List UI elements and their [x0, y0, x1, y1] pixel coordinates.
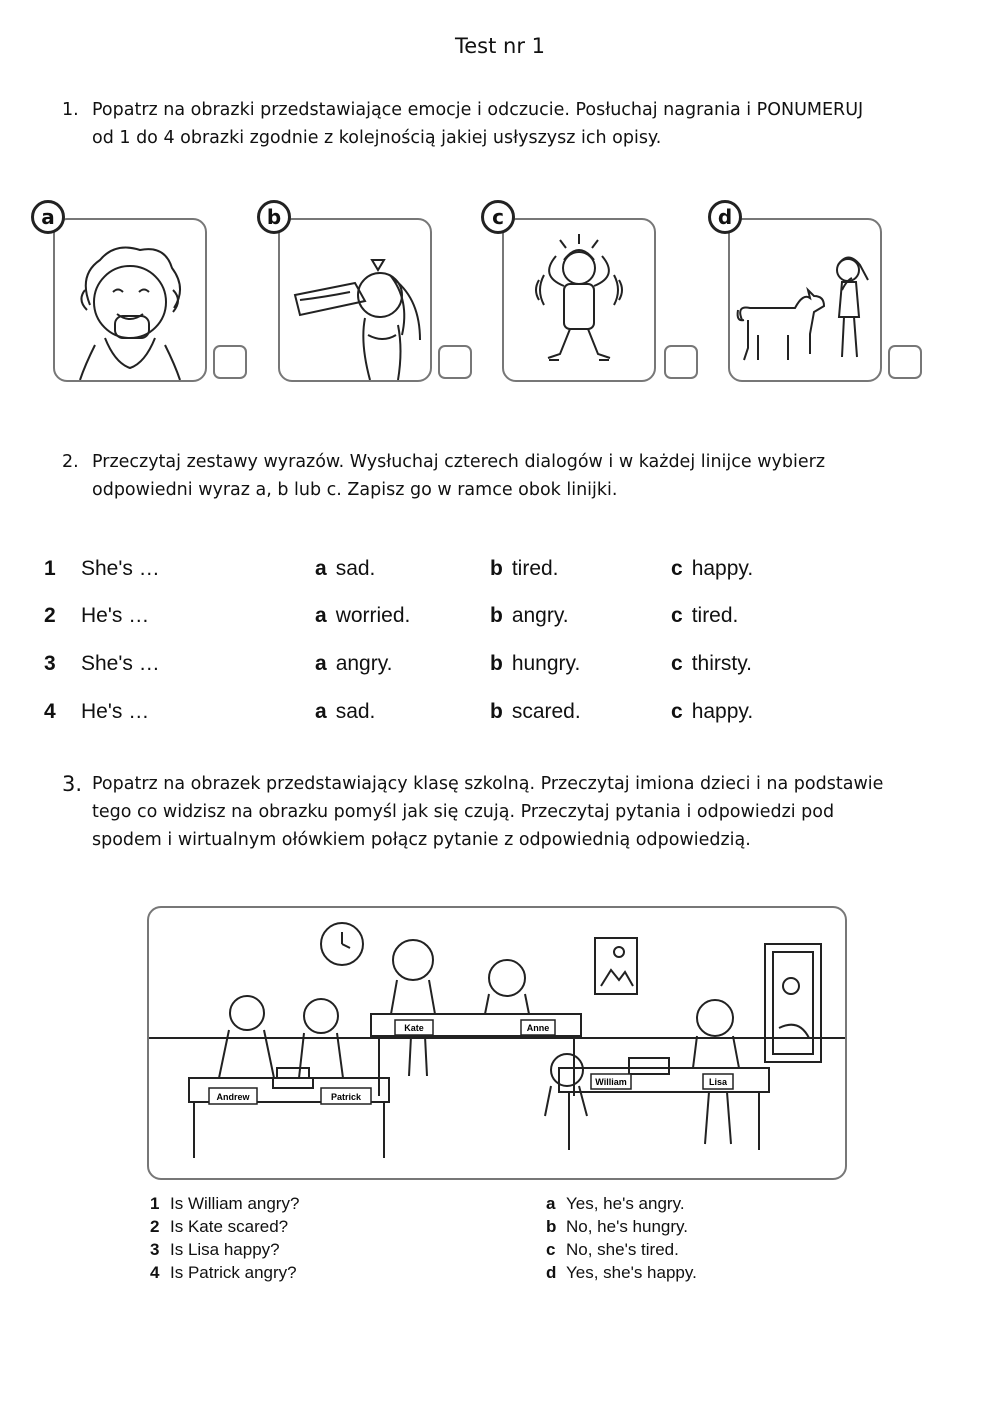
classroom-illustration: [147, 906, 847, 1180]
exercise-2-row-1: [44, 557, 804, 587]
answer-box-b[interactable]: [438, 345, 472, 379]
option-b[interactable]: b tired.: [490, 557, 559, 580]
exercise-3-questions: [150, 1192, 510, 1284]
exercise-2-row-4: [44, 700, 804, 730]
picture-card-a: [53, 218, 207, 382]
picture-card-d: [728, 218, 882, 382]
row-stem: He's …: [81, 604, 150, 627]
exercise-2-row-2: [44, 604, 804, 634]
picture-letter-a: a: [31, 200, 65, 234]
picture-letter-d: d: [708, 200, 742, 234]
picture-letter-b: b: [257, 200, 291, 234]
row-number: 3: [44, 652, 56, 675]
classroom-scene-icon: [149, 908, 845, 1178]
name-tag-william: William: [595, 1077, 627, 1087]
drinking-girl-icon: [280, 220, 430, 380]
answer-b[interactable]: b No, he's hungry.: [546, 1217, 688, 1236]
answer-box-d[interactable]: [888, 345, 922, 379]
exercise-2-text-line2: odpowiedni wyraz a, b lub c. Zapisz go w ramce obok linijki.: [92, 480, 618, 500]
option-b[interactable]: b angry.: [490, 604, 569, 627]
name-tag-kate: Kate: [404, 1023, 424, 1033]
picture-card-b: [278, 218, 432, 382]
scared-girl-dog-icon: [730, 220, 880, 380]
question-4[interactable]: 4 Is Patrick angry?: [150, 1263, 297, 1282]
exercise-1-instruction: [62, 96, 962, 152]
exercise-2-text-line1: Przeczytaj zestawy wyrazów. Wysłuchaj czterech dialogów i w każdej linijce wybierz: [92, 452, 826, 472]
row-number: 1: [44, 557, 56, 580]
answer-c[interactable]: c No, she's tired.: [546, 1240, 679, 1259]
name-tag-anne: Anne: [526, 1023, 550, 1033]
shivering-girl-icon: [504, 220, 654, 380]
row-number: 2: [44, 604, 56, 627]
exercise-3-instruction: [62, 770, 972, 854]
question-3[interactable]: 3 Is Lisa happy?: [150, 1240, 280, 1259]
exercise-2-number: 2.: [62, 452, 79, 472]
option-c[interactable]: c happy.: [671, 700, 754, 723]
question-2[interactable]: 2 Is Kate scared?: [150, 1217, 289, 1236]
exercise-1-number: 1.: [62, 100, 79, 120]
row-stem: She's …: [81, 557, 160, 580]
answer-d[interactable]: d Yes, she's happy.: [546, 1263, 697, 1282]
exercise-3-number: 3.: [62, 772, 83, 796]
option-a[interactable]: a angry.: [315, 652, 393, 675]
name-tag-patrick: Patrick: [330, 1092, 362, 1102]
answer-box-c[interactable]: [664, 345, 698, 379]
exercise-1-text-line2: od 1 do 4 obrazki zgodnie z kolejnością jakiej usłyszysz ich opisy.: [92, 128, 662, 148]
page-title: Test nr 1: [454, 34, 545, 58]
answer-a[interactable]: a Yes, he's angry.: [546, 1194, 685, 1213]
option-c[interactable]: c tired.: [671, 604, 739, 627]
question-1[interactable]: 1 Is William angry?: [150, 1194, 300, 1213]
row-stem: He's …: [81, 700, 150, 723]
name-tag-andrew: Andrew: [216, 1092, 250, 1102]
exercise-3-answers: [546, 1192, 846, 1284]
option-c[interactable]: c thirsty.: [671, 652, 752, 675]
answer-box-a[interactable]: [213, 345, 247, 379]
eating-child-icon: [55, 220, 205, 380]
row-number: 4: [44, 700, 56, 723]
exercise-3-text-line1: Popatrz na obrazek przedstawiający klasę szkolną. Przeczytaj imiona dzieci i na podstawie: [92, 774, 884, 794]
option-b[interactable]: b hungry.: [490, 652, 581, 675]
exercise-3-text-line3: spodem i wirtualnym ołówkiem połącz pytanie z odpowiednią odpowiedzią.: [92, 830, 751, 850]
picture-card-c: [502, 218, 656, 382]
row-stem: She's …: [81, 652, 160, 675]
option-b[interactable]: b scared.: [490, 700, 581, 723]
option-a[interactable]: a worried.: [315, 604, 411, 627]
exercise-2-row-3: [44, 652, 804, 682]
picture-letter-c: c: [481, 200, 515, 234]
exercise-3-text-line2: tego co widzisz na obrazku pomyśl jak się czują. Przeczytaj pytania i odpowiedzi pod: [92, 802, 835, 822]
option-a[interactable]: a sad.: [315, 557, 376, 580]
exercise-2-instruction: [62, 448, 962, 504]
exercise-1-text-line1: Popatrz na obrazki przedstawiające emocje i odczucie. Posłuchaj nagrania i PONUMERUJ: [92, 100, 864, 120]
option-c[interactable]: c happy.: [671, 557, 754, 580]
name-tag-lisa: Lisa: [708, 1077, 728, 1087]
option-a[interactable]: a sad.: [315, 700, 376, 723]
